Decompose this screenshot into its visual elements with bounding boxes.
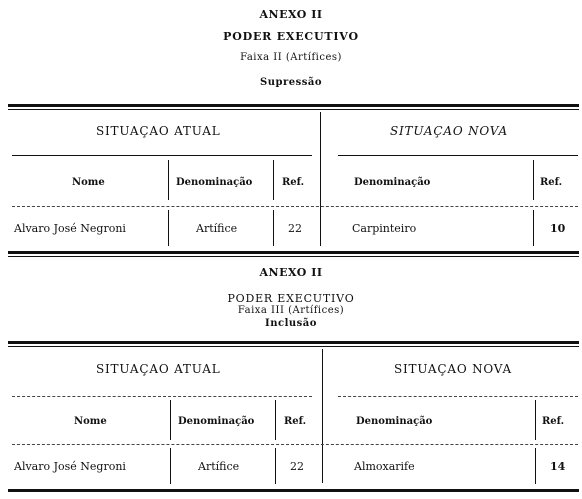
power-heading: PODER EXECUTIVO	[223, 30, 359, 43]
col-divider	[275, 400, 276, 440]
col-header-name: Nome	[72, 177, 105, 188]
col-divider	[168, 210, 169, 246]
header-divider-left	[12, 155, 312, 156]
action-heading: Inclusão	[265, 318, 317, 329]
power-heading: PODER EXECUTIVO	[227, 292, 355, 305]
col-header-ref: Ref.	[284, 416, 307, 427]
row-new-ref: 14	[550, 460, 566, 473]
col-header-denomination: Denominação	[178, 416, 255, 427]
current-situation-header: SITUAÇAO ATUAL	[96, 124, 221, 138]
header-divider-left	[12, 396, 312, 398]
table-bottom-rule	[8, 489, 579, 492]
col-divider	[168, 160, 169, 200]
col-divider	[535, 400, 536, 440]
row-divider	[12, 206, 578, 208]
center-divider	[322, 349, 323, 483]
col-divider	[273, 210, 274, 246]
row-name: Alvaro José Negroni	[14, 460, 126, 473]
table-bottom-rule	[8, 251, 579, 254]
annex-title: ANEXO II	[259, 8, 323, 21]
annex-title: ANEXO II	[259, 266, 323, 279]
center-divider	[320, 112, 321, 246]
col-header-new-denomination: Denominação	[356, 416, 433, 427]
header-divider-right	[338, 396, 578, 398]
col-header-new-ref: Ref.	[540, 177, 563, 188]
table-top-rule	[8, 341, 579, 344]
table-top-rule	[8, 104, 579, 107]
col-divider	[170, 400, 171, 440]
col-divider	[535, 448, 536, 484]
col-header-denomination: Denominação	[176, 177, 253, 188]
table-top-rule-thin	[8, 109, 579, 110]
new-situation-header: SITUAÇAO NOVA	[394, 362, 512, 376]
action-heading: Supressão	[259, 77, 323, 88]
band-heading: Faixa II (Artífices)	[240, 52, 342, 63]
row-name: Alvaro José Negroni	[14, 222, 126, 235]
row-new-denomination: Almoxarife	[354, 460, 415, 473]
row-denomination: Artífice	[196, 222, 238, 235]
current-situation-header: SITUAÇAO ATUAL	[96, 362, 221, 376]
col-divider	[533, 210, 534, 246]
col-header-ref: Ref.	[282, 177, 305, 188]
col-divider	[533, 160, 534, 200]
row-divider	[12, 444, 578, 446]
row-ref: 22	[290, 460, 304, 473]
row-ref: 22	[288, 222, 302, 235]
band-heading: Faixa III (Artífices)	[237, 305, 345, 316]
header-divider-right	[338, 155, 578, 156]
row-new-ref: 10	[550, 222, 566, 235]
col-header-new-ref: Ref.	[542, 416, 565, 427]
col-header-new-denomination: Denominação	[354, 177, 431, 188]
table-top-rule-thin	[8, 346, 579, 347]
col-divider	[273, 160, 274, 200]
col-header-name: Nome	[74, 416, 107, 427]
table-bottom-rule-thin	[8, 256, 579, 257]
col-divider	[275, 448, 276, 484]
new-situation-header: SITUAÇAO NOVA	[390, 124, 508, 138]
row-denomination: Artífice	[198, 460, 240, 473]
row-new-denomination: Carpinteiro	[352, 222, 417, 235]
col-divider	[170, 448, 171, 484]
